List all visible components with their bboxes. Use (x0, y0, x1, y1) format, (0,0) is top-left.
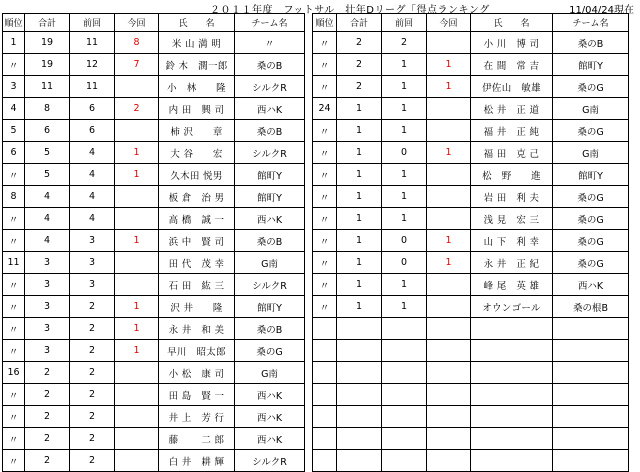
name-cell: 鈴 木 潤一郎 (159, 54, 235, 76)
prev-cell: 2 (70, 428, 115, 450)
rank-cell: 〃 (313, 32, 337, 54)
prev-cell (382, 362, 427, 384)
prev-cell: 12 (70, 54, 115, 76)
team-cell: G南 (553, 98, 629, 120)
prev-cell: 2 (70, 340, 115, 362)
prev-cell: 0 (382, 252, 427, 274)
prev-cell: 4 (70, 142, 115, 164)
prev-cell: 2 (70, 406, 115, 428)
rank-cell: 〃 (3, 164, 25, 186)
total-cell: 4 (25, 208, 70, 230)
name-cell: 峰 尾 英 雄 (471, 274, 553, 296)
name-cell (471, 384, 553, 406)
team-cell: 桑のG (235, 340, 305, 362)
table-row (3, 164, 305, 186)
table-row (313, 164, 629, 186)
name-cell (471, 340, 553, 362)
name-cell: 小 林 隆 (159, 76, 235, 98)
name-cell: 永 井 和 美 (159, 318, 235, 340)
team-cell: 桑のB (553, 32, 629, 54)
now-cell (427, 32, 471, 54)
rank-cell: 1 (3, 32, 25, 54)
team-cell: 西ハK (235, 428, 305, 450)
team-cell: G南 (235, 252, 305, 274)
total-cell: 1 (337, 120, 382, 142)
total-cell: 19 (25, 32, 70, 54)
name-cell: 内 田 興 司 (159, 98, 235, 120)
table-row (313, 208, 629, 230)
prev-cell: 2 (70, 450, 115, 472)
rank-cell: 〃 (3, 384, 25, 406)
rank-cell: 〃 (313, 208, 337, 230)
prev-cell (382, 450, 427, 472)
prev-cell: 2 (70, 296, 115, 318)
name-cell (471, 428, 553, 450)
prev-cell: 1 (382, 120, 427, 142)
col-team-header: チーム名 (553, 14, 629, 32)
now-cell (427, 186, 471, 208)
table-row (3, 186, 305, 208)
now-cell: 1 (427, 142, 471, 164)
table-row (3, 362, 305, 384)
now-cell (427, 318, 471, 340)
team-cell: 桑のG (553, 252, 629, 274)
name-cell: 石 田 紘 三 (159, 274, 235, 296)
prev-cell (382, 318, 427, 340)
total-cell (337, 318, 382, 340)
prev-cell: 2 (70, 318, 115, 340)
now-cell (115, 362, 159, 384)
table-row (3, 208, 305, 230)
total-cell: 3 (25, 296, 70, 318)
total-cell: 2 (25, 450, 70, 472)
prev-cell: 3 (70, 252, 115, 274)
rank-cell: 〃 (313, 186, 337, 208)
now-cell (115, 76, 159, 98)
total-cell: 2 (337, 76, 382, 98)
team-cell: シルクR (235, 274, 305, 296)
team-cell: シルクR (235, 142, 305, 164)
name-cell: 岩 田 利 夫 (471, 186, 553, 208)
now-cell (115, 120, 159, 142)
team-cell (553, 318, 629, 340)
team-cell: シルクR (235, 450, 305, 472)
rank-cell: 〃 (313, 54, 337, 76)
prev-cell (382, 384, 427, 406)
total-cell: 1 (337, 274, 382, 296)
team-cell: シルクR (235, 76, 305, 98)
team-cell: 桑のB (235, 230, 305, 252)
name-cell: 早川 昭太郎 (159, 340, 235, 362)
prev-cell: 6 (70, 120, 115, 142)
col-team-header: チーム名 (235, 14, 305, 32)
prev-cell: 2 (70, 362, 115, 384)
rank-cell (313, 384, 337, 406)
table-row (3, 450, 305, 472)
total-cell: 6 (25, 120, 70, 142)
total-cell: 1 (337, 230, 382, 252)
rank-cell: 〃 (313, 164, 337, 186)
name-cell: 小 川 博 司 (471, 32, 553, 54)
name-cell: 藤 二 郎 (159, 428, 235, 450)
rank-cell (313, 318, 337, 340)
name-cell: 在 間 常 吉 (471, 54, 553, 76)
total-cell: 11 (25, 76, 70, 98)
total-cell: 2 (25, 384, 70, 406)
team-cell: 桑のG (553, 76, 629, 98)
name-cell (471, 318, 553, 340)
table-row (3, 384, 305, 406)
rank-cell (313, 406, 337, 428)
prev-cell: 4 (70, 186, 115, 208)
rank-cell: 11 (3, 252, 25, 274)
table-row (3, 98, 305, 120)
total-cell: 3 (25, 318, 70, 340)
rank-cell: 〃 (313, 142, 337, 164)
team-cell: 館町Y (553, 54, 629, 76)
total-cell: 5 (25, 142, 70, 164)
rank-cell: 8 (3, 186, 25, 208)
prev-cell: 1 (382, 296, 427, 318)
prev-cell: 3 (70, 230, 115, 252)
name-cell: 田 代 茂 幸 (159, 252, 235, 274)
total-cell: 2 (337, 54, 382, 76)
name-cell: 高 橋 誠 一 (159, 208, 235, 230)
rank-cell: 〃 (3, 274, 25, 296)
total-cell: 19 (25, 54, 70, 76)
rank-cell: 〃 (3, 428, 25, 450)
table-row (3, 230, 305, 252)
name-cell: 柿 沢 章 (159, 120, 235, 142)
rank-cell: 〃 (313, 252, 337, 274)
now-cell: 1 (115, 230, 159, 252)
rank-cell: 〃 (313, 76, 337, 98)
table-row (3, 76, 305, 98)
rank-cell: 6 (3, 142, 25, 164)
total-cell: 1 (337, 252, 382, 274)
table-row (313, 32, 629, 54)
table-row (313, 362, 629, 384)
now-cell (427, 296, 471, 318)
name-cell: 松 野 進 (471, 164, 553, 186)
name-cell: 伊佐山 敏雄 (471, 76, 553, 98)
table-row (313, 186, 629, 208)
team-cell (553, 362, 629, 384)
total-cell: 4 (25, 186, 70, 208)
team-cell: 西ハK (235, 384, 305, 406)
team-cell: 桑のB (235, 318, 305, 340)
now-cell (427, 450, 471, 472)
total-cell (337, 362, 382, 384)
prev-cell: 1 (382, 208, 427, 230)
table-row (3, 32, 305, 54)
col-prev-header: 前回 (70, 14, 115, 32)
ranking-table-left (2, 13, 305, 472)
table-row (313, 428, 629, 450)
prev-cell: 1 (382, 164, 427, 186)
team-cell: 西ハK (553, 274, 629, 296)
total-cell: 3 (25, 252, 70, 274)
table-row (313, 340, 629, 362)
team-cell: 桑のG (553, 208, 629, 230)
table-row (3, 340, 305, 362)
prev-cell: 11 (70, 76, 115, 98)
prev-cell (382, 406, 427, 428)
name-cell: 白 井 耕 輝 (159, 450, 235, 472)
now-cell: 2 (115, 98, 159, 120)
total-cell: 3 (25, 274, 70, 296)
prev-cell: 1 (382, 76, 427, 98)
team-cell (553, 428, 629, 450)
table-row (3, 406, 305, 428)
table-row (313, 252, 629, 274)
table-row (313, 120, 629, 142)
col-total-header: 合計 (25, 14, 70, 32)
prev-cell: 3 (70, 274, 115, 296)
now-cell (427, 274, 471, 296)
rank-cell (313, 340, 337, 362)
total-cell (337, 406, 382, 428)
now-cell (115, 428, 159, 450)
rank-cell (313, 362, 337, 384)
rank-cell (313, 428, 337, 450)
total-cell: 3 (25, 340, 70, 362)
now-cell (427, 384, 471, 406)
col-name-header: 氏 名 (159, 14, 235, 32)
prev-cell: 6 (70, 98, 115, 120)
table-row (3, 142, 305, 164)
table-header-row (3, 14, 305, 32)
name-cell: 沢 井 隆 (159, 296, 235, 318)
now-cell (115, 252, 159, 274)
name-cell: 田 島 賢 一 (159, 384, 235, 406)
now-cell (115, 208, 159, 230)
rank-cell: 〃 (3, 318, 25, 340)
name-cell (471, 450, 553, 472)
table-row (313, 230, 629, 252)
name-cell: 永 井 正 紀 (471, 252, 553, 274)
now-cell: 8 (115, 32, 159, 54)
total-cell: 2 (337, 32, 382, 54)
table-row (3, 54, 305, 76)
now-cell (115, 384, 159, 406)
prev-cell: 11 (70, 32, 115, 54)
now-cell: 7 (115, 54, 159, 76)
table-row (3, 274, 305, 296)
table-row (3, 252, 305, 274)
rank-cell: 〃 (3, 296, 25, 318)
total-cell: 1 (337, 98, 382, 120)
table-row (313, 142, 629, 164)
name-cell: 山 下 利 幸 (471, 230, 553, 252)
prev-cell: 2 (70, 384, 115, 406)
table-row (313, 450, 629, 472)
rank-cell: 〃 (3, 450, 25, 472)
now-cell (427, 428, 471, 450)
team-cell: 桑のB (235, 54, 305, 76)
now-cell (427, 208, 471, 230)
total-cell: 1 (337, 142, 382, 164)
col-rank-header: 順位 (313, 14, 337, 32)
rank-cell: 5 (3, 120, 25, 142)
name-cell: オウンゴール (471, 296, 553, 318)
table-row (313, 54, 629, 76)
team-cell: 桑のB (235, 120, 305, 142)
now-cell: 1 (115, 318, 159, 340)
rank-cell: 〃 (3, 340, 25, 362)
team-cell: 〃 (235, 32, 305, 54)
now-cell: 1 (427, 252, 471, 274)
team-cell: 桑のG (553, 120, 629, 142)
now-cell: 1 (427, 230, 471, 252)
table-row (3, 428, 305, 450)
rank-cell: 〃 (313, 120, 337, 142)
prev-cell: 1 (382, 274, 427, 296)
team-cell (553, 450, 629, 472)
total-cell (337, 340, 382, 362)
team-cell: 桑の根B (553, 296, 629, 318)
ranking-table-right (312, 13, 629, 472)
now-cell (115, 406, 159, 428)
table-row (313, 98, 629, 120)
now-cell: 1 (115, 296, 159, 318)
rank-cell: 3 (3, 76, 25, 98)
total-cell: 4 (25, 230, 70, 252)
now-cell: 1 (115, 164, 159, 186)
rank-cell: 〃 (3, 54, 25, 76)
prev-cell: 0 (382, 230, 427, 252)
team-cell: G南 (235, 362, 305, 384)
col-name-header: 氏 名 (471, 14, 553, 32)
prev-cell: 4 (70, 164, 115, 186)
total-cell: 1 (337, 164, 382, 186)
rank-cell: 〃 (3, 406, 25, 428)
rank-cell: 〃 (313, 274, 337, 296)
prev-cell (382, 340, 427, 362)
prev-cell: 1 (382, 54, 427, 76)
team-cell: G南 (553, 142, 629, 164)
table-row (3, 120, 305, 142)
name-cell: 板 倉 治 男 (159, 186, 235, 208)
table-row (313, 296, 629, 318)
rank-cell: 〃 (313, 230, 337, 252)
team-cell: 館町Y (235, 186, 305, 208)
now-cell (427, 406, 471, 428)
rank-cell: 〃 (313, 296, 337, 318)
name-cell: 久木田 悦男 (159, 164, 235, 186)
rank-cell: 24 (313, 98, 337, 120)
now-cell (115, 274, 159, 296)
rank-cell: 16 (3, 362, 25, 384)
now-cell (115, 450, 159, 472)
col-now-header: 今回 (427, 14, 471, 32)
team-cell: 西ハK (235, 98, 305, 120)
team-cell: 館町Y (553, 164, 629, 186)
prev-cell: 1 (382, 98, 427, 120)
now-cell (427, 98, 471, 120)
prev-cell: 1 (382, 186, 427, 208)
table-row (313, 76, 629, 98)
col-prev-header: 前回 (382, 14, 427, 32)
total-cell: 2 (25, 406, 70, 428)
total-cell: 1 (337, 296, 382, 318)
prev-cell: 4 (70, 208, 115, 230)
prev-cell: 2 (382, 32, 427, 54)
team-cell: 館町Y (235, 164, 305, 186)
name-cell: 福 井 正 純 (471, 120, 553, 142)
team-cell (553, 384, 629, 406)
name-cell: 小 松 康 司 (159, 362, 235, 384)
total-cell (337, 450, 382, 472)
name-cell (471, 406, 553, 428)
now-cell (427, 164, 471, 186)
name-cell: 大 谷 宏 (159, 142, 235, 164)
now-cell: 1 (115, 142, 159, 164)
name-cell: 米 山 満 明 (159, 32, 235, 54)
table-row (313, 318, 629, 340)
team-cell: 桑のG (553, 186, 629, 208)
now-cell: 1 (427, 76, 471, 98)
rank-cell (313, 450, 337, 472)
team-cell: 西ハK (235, 208, 305, 230)
rank-cell: 4 (3, 98, 25, 120)
rank-cell: 〃 (3, 208, 25, 230)
total-cell (337, 428, 382, 450)
now-cell (427, 120, 471, 142)
table-row (313, 274, 629, 296)
now-cell (427, 340, 471, 362)
total-cell: 1 (337, 208, 382, 230)
now-cell: 1 (427, 54, 471, 76)
col-rank-header: 順位 (3, 14, 25, 32)
total-cell: 1 (337, 186, 382, 208)
name-cell: 井 上 芳 行 (159, 406, 235, 428)
prev-cell: 0 (382, 142, 427, 164)
table-row (3, 318, 305, 340)
total-cell: 8 (25, 98, 70, 120)
name-cell: 福 田 克 己 (471, 142, 553, 164)
now-cell: 1 (115, 340, 159, 362)
total-cell: 2 (25, 428, 70, 450)
name-cell (471, 362, 553, 384)
team-cell (553, 340, 629, 362)
name-cell: 松 井 正 道 (471, 98, 553, 120)
col-total-header: 合計 (337, 14, 382, 32)
team-cell: 館町Y (235, 296, 305, 318)
as-of-date: 11/04/24現在 (569, 5, 634, 16)
team-cell (553, 406, 629, 428)
col-now-header: 今回 (115, 14, 159, 32)
table-row (313, 384, 629, 406)
total-cell: 2 (25, 362, 70, 384)
total-cell: 5 (25, 164, 70, 186)
table-row (313, 406, 629, 428)
team-cell: 西ハK (235, 406, 305, 428)
document-title: ２０１１年度 フットサル 壮年Dリーグ「得点ランキング (210, 5, 490, 16)
name-cell: 浜 中 賢 司 (159, 230, 235, 252)
name-cell: 浅 見 宏 三 (471, 208, 553, 230)
rank-cell: 〃 (3, 230, 25, 252)
table-header-row (313, 14, 629, 32)
now-cell (427, 362, 471, 384)
prev-cell (382, 428, 427, 450)
table-row (3, 296, 305, 318)
total-cell (337, 384, 382, 406)
now-cell (115, 186, 159, 208)
team-cell: 桑のG (553, 230, 629, 252)
